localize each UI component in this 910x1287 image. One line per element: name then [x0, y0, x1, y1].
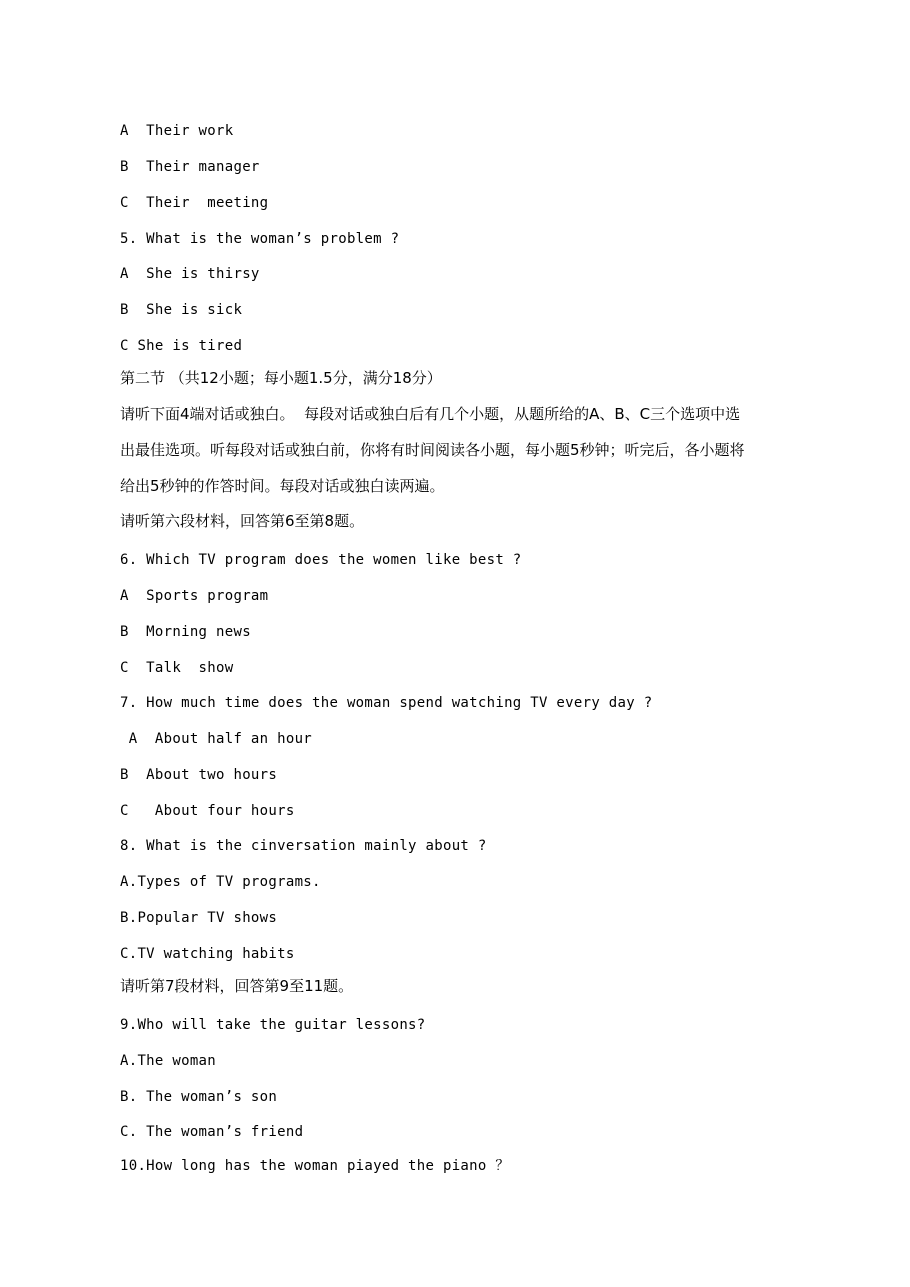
question-8: 8. What is the cinversation mainly about ? [120, 838, 487, 854]
option-c-their-meeting: C Their meeting [120, 195, 269, 211]
question-9-option-a: A.The woman [120, 1053, 217, 1069]
passage-6-heading: 请听第六段材料，回答第6至第8题。 [120, 512, 365, 530]
question-9: 9.Who will take the guitar lessons? [120, 1017, 426, 1033]
question-9-option-c: C. The woman’s friend [120, 1124, 304, 1140]
passage-7-heading: 请听第7段材料，回答第9至11题。 [120, 977, 354, 995]
instructions-line-1: 请听下面4端对话或独白。 每段对话或独白后有几个小题，从题所给的A、B、C三个选项中选 [120, 405, 741, 423]
question-5-option-b: B She is sick [120, 302, 243, 318]
question-8-option-a: A.Types of TV programs. [120, 874, 321, 890]
question-5: 5. What is the woman’s problem ? [120, 231, 400, 247]
option-b-their-manager: B Their manager [120, 159, 260, 175]
question-6-option-b: B Morning news [120, 624, 251, 640]
question-8-option-c: C.TV watching habits [120, 946, 295, 962]
question-5-option-c: C She is tired [120, 338, 243, 354]
question-6-option-a: A Sports program [120, 588, 269, 604]
question-6-option-c: C Talk show [120, 660, 234, 676]
question-9-option-b: B. The woman’s son [120, 1089, 278, 1105]
question-7-option-b: B About two hours [120, 767, 278, 783]
instructions-line-2: 出最佳选项。听每段对话或独白前，你将有时间阅读各小题，每小题5秒钟；听完后，各小题将 [120, 441, 745, 459]
question-7: 7. How much time does the woman spend watching TV every day ? [120, 695, 653, 711]
section-2-heading: 第二节 （共12小题；每小题1.5分，满分18分） [120, 369, 442, 387]
question-7-option-a: A About half an hour [120, 731, 313, 747]
option-a-their-work: A Their work [120, 123, 234, 139]
question-8-option-b: B.Popular TV shows [120, 910, 278, 926]
instructions-line-3: 给出5秒钟的作答时间。每段对话或独白读两遍。 [120, 477, 445, 495]
question-10: 10.How long has the woman piayed the piano ？ [120, 1158, 510, 1174]
question-7-option-c: C About four hours [120, 803, 295, 819]
question-6: 6. Which TV program does the women like best ? [120, 552, 522, 568]
question-5-option-a: A She is thirsy [120, 266, 260, 282]
